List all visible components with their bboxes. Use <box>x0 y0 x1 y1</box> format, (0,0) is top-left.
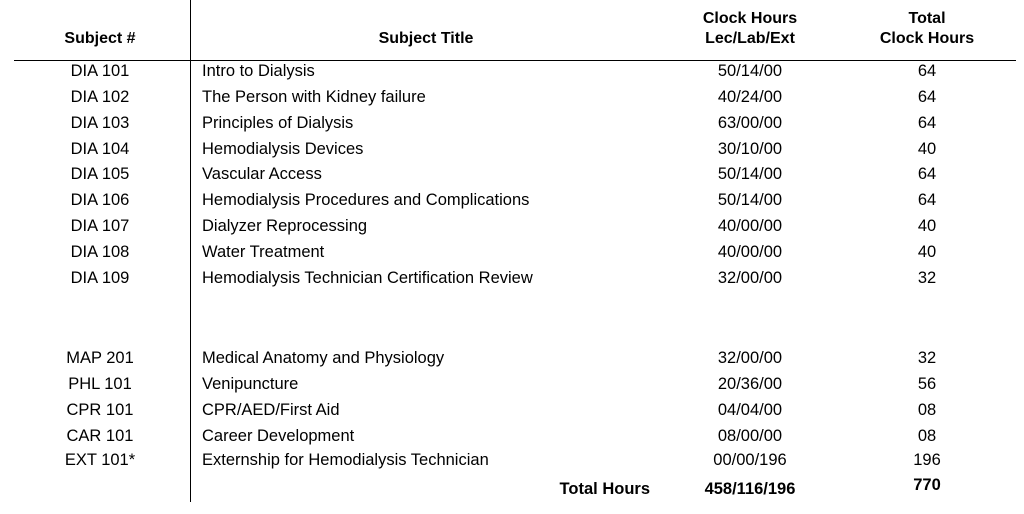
header-subject-number: Subject # <box>64 30 136 47</box>
total-clock-hours: 40 <box>917 140 937 158</box>
total-clock-hours: 32 <box>917 349 937 367</box>
header-clock-hours <box>680 9 820 49</box>
subject-title: Water Treatment <box>202 243 325 261</box>
subject-code: DIA 106 <box>70 191 130 209</box>
table-row <box>0 215 1024 237</box>
clock-hours: 20/36/00 <box>717 375 783 393</box>
clock-hours: 32/00/00 <box>717 269 783 287</box>
subject-title: Vascular Access <box>202 165 322 183</box>
table-row <box>0 425 1024 447</box>
subject-title: The Person with Kidney failure <box>202 88 426 106</box>
subject-title: Hemodialysis Devices <box>202 140 364 158</box>
subject-code: DIA 102 <box>70 88 130 106</box>
table-row <box>0 112 1024 134</box>
subject-code: DIA 101 <box>70 62 130 80</box>
clock-hours: 04/04/00 <box>717 401 783 419</box>
subject-code: DIA 105 <box>70 165 130 183</box>
header-clock-hours-line2: Lec/Lab/Ext <box>705 30 795 47</box>
header-total-line2: Clock Hours <box>879 30 975 47</box>
total-clock-hours: 32 <box>917 269 937 287</box>
header-total-clock-hours <box>862 9 992 49</box>
subject-code: DIA 109 <box>70 269 130 287</box>
subject-title: Career Development <box>202 427 355 445</box>
table-row <box>0 267 1024 289</box>
total-clock-hours: 64 <box>917 114 937 132</box>
subject-title: Intro to Dialysis <box>202 62 315 80</box>
subject-code: CPR 101 <box>66 401 134 419</box>
subject-code: CAR 101 <box>66 427 134 445</box>
total-clock-breakdown: 458/116/196 <box>704 480 796 498</box>
subject-code: MAP 201 <box>66 349 134 367</box>
subject-code: DIA 104 <box>70 140 130 158</box>
table-row <box>0 189 1024 211</box>
subject-code: EXT 101* <box>64 451 136 469</box>
total-clock-hours: 64 <box>917 191 937 209</box>
clock-hours: 08/00/00 <box>717 427 783 445</box>
subject-title: Medical Anatomy and Physiology <box>202 349 445 367</box>
subject-title: CPR/AED/First Aid <box>202 401 340 419</box>
clock-hours: 50/14/00 <box>717 165 783 183</box>
total-clock-hours: 08 <box>917 401 937 419</box>
clock-hours: 30/10/00 <box>717 140 783 158</box>
subject-code: DIA 108 <box>70 243 130 261</box>
subject-title: Externship for Hemodialysis Technician <box>202 451 489 469</box>
header-clock-hours-line1: Clock Hours <box>702 10 798 27</box>
total-clock-hours: 40 <box>917 217 937 235</box>
total-clock-hours: 64 <box>917 165 937 183</box>
clock-hours: 00/00/196 <box>713 451 787 469</box>
subject-title: Dialyzer Reprocessing <box>202 217 368 235</box>
clock-hours: 40/00/00 <box>717 217 783 235</box>
table-row <box>0 86 1024 108</box>
subject-title: Principles of Dialysis <box>202 114 354 132</box>
total-clock-hours: 64 <box>917 88 937 106</box>
table-row <box>0 399 1024 421</box>
clock-hours: 40/24/00 <box>717 88 783 106</box>
clock-hours: 32/00/00 <box>717 349 783 367</box>
total-clock-hours: 08 <box>917 427 937 445</box>
total-hours-label: Total Hours <box>559 480 650 498</box>
header-subject-title: Subject Title <box>378 30 474 47</box>
clock-hours: 63/00/00 <box>717 114 783 132</box>
table-row <box>0 138 1024 160</box>
subject-code: DIA 107 <box>70 217 130 235</box>
table-row <box>0 60 1024 82</box>
subject-title: Hemodialysis Technician Certification Review <box>202 269 533 287</box>
total-clock-hours: 64 <box>917 62 937 80</box>
table-row <box>0 241 1024 263</box>
table-row <box>0 373 1024 395</box>
table-row <box>0 163 1024 185</box>
totals-row <box>0 478 1024 500</box>
total-clock-hours: 196 <box>913 451 941 469</box>
table-row <box>0 347 1024 369</box>
table-row <box>0 449 1024 471</box>
clock-hours: 40/00/00 <box>717 243 783 261</box>
subject-title: Venipuncture <box>202 375 299 393</box>
total-clock-hours-sum: 770 <box>913 476 941 494</box>
clock-hours: 50/14/00 <box>717 191 783 209</box>
subject-code: PHL 101 <box>68 375 132 393</box>
subject-title: Hemodialysis Procedures and Complications <box>202 191 530 209</box>
total-clock-hours: 56 <box>917 375 937 393</box>
clock-hours: 50/14/00 <box>717 62 783 80</box>
header-total-line1: Total <box>908 10 946 27</box>
total-clock-hours: 40 <box>917 243 937 261</box>
subject-code: DIA 103 <box>70 114 130 132</box>
